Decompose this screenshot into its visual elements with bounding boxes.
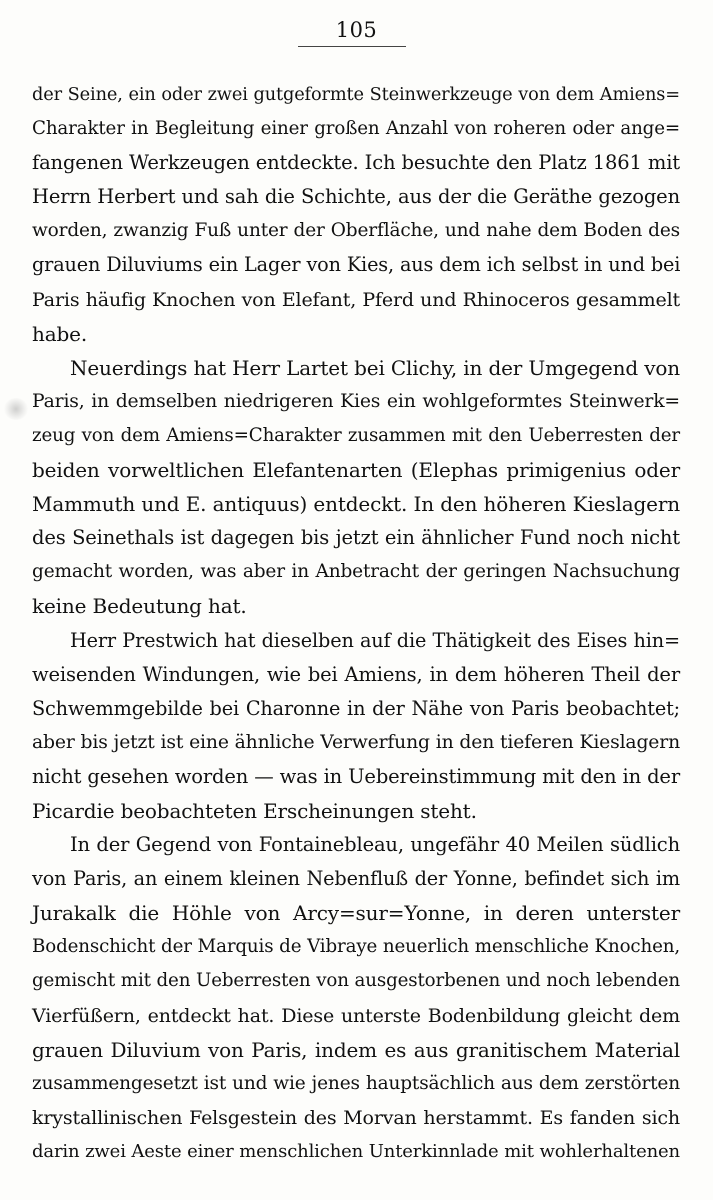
text-line: Paris häufig Knochen von Elefant, Pferd und Rhinoceros gesammelt — [32, 288, 680, 311]
text-line: fangenen Werkzeugen entdeckte. Ich besuchte den Platz 1861 mit — [32, 151, 680, 175]
text-line: nicht gesehen worden — was in Uebereinstimmung mit den in der — [32, 764, 680, 788]
header-rule — [298, 46, 406, 47]
text-line: In der Gegend von Fontainebleau, ungefähr 40 Meilen südlich — [70, 833, 680, 857]
text-line: Schwemmgebilde bei Charonne in der Nähe von Paris beobachtet; — [32, 696, 680, 720]
text-line: aber bis jetzt ist eine ähnliche Verwerfung in den tieferen Kieslagern — [32, 731, 680, 753]
text-line: Picardie beobachteten Erscheinungen steht. — [32, 798, 477, 823]
text-line: gemischt mit den Ueberresten von ausgestorbenen und noch lebenden — [32, 970, 680, 992]
text-line: worden, zwanzig Fuß unter der Oberfläche, und nahe dem Boden des — [32, 220, 680, 242]
paragraph-3 — [32, 624, 680, 829]
text-line: krystallinischen Felsgestein des Morvan herstammt. Es fanden sich — [32, 1106, 680, 1129]
text-line: Vierfüßern, entdeckt hat. Diese unterste Bodenbildung gleicht dem — [32, 1004, 680, 1027]
text-line: grauen Diluviums ein Lager von Kies, aus dem ich selbst in und bei — [32, 253, 681, 277]
ink-smudge — [4, 398, 28, 420]
text-line: zusammengesetzt ist und wie jenes hauptsächlich aus dem zerstörten — [32, 1072, 680, 1094]
text-line: weisenden Windungen, wie bei Amiens, in dem höheren Theil der — [32, 662, 680, 686]
text-line: des Seinethals ist dagegen bis jetzt ein ähnlicher Fund noch nicht — [32, 526, 680, 550]
text-line: von Paris, an einem kleinen Nebenfluß der Yonne, befindet sich im — [32, 867, 680, 891]
text-line: zeug von dem Amiens=Charakter zusammen mit den Ueberresten der — [32, 424, 680, 446]
text-line: Charakter in Begleitung einer großen Anzahl von roheren oder ange= — [32, 118, 680, 140]
text-line: habe. — [32, 321, 88, 346]
text-line: der Seine, ein oder zwei gutgeformte Steinwerkzeuge von dem Amiens= — [32, 85, 680, 105]
text-line: Bodenschicht der Marquis de Vibraye neuerlich menschliche Knochen, — [32, 936, 680, 958]
text-line: beiden vorweltlichen Elefantenarten (Elephas primigenius oder — [32, 458, 680, 483]
paragraph-1 — [32, 78, 680, 351]
text-line: Neuerdings hat Herr Lartet bei Clichy, in der Umgegend von — [70, 355, 680, 380]
text-line: Paris, in demselben niedrigeren Kies ein wohlgeformtes Steinwerk= — [32, 390, 680, 412]
paragraph-2 — [32, 351, 680, 624]
text-line: keine Bedeutung hat. — [32, 594, 247, 619]
page-number: 105 — [335, 18, 378, 42]
body-text — [32, 78, 680, 1169]
text-line: Herr Prestwich hat dieselben auf die Thätigkeit des Eises hin= — [70, 628, 680, 652]
text-line: Mammuth und E. antiquus) entdeckt. In den höheren Kieslagern — [32, 492, 680, 517]
text-line: gemacht worden, was aber in Anbetracht der geringen Nachsuchung — [32, 561, 680, 583]
text-line: darin zwei Aeste einer menschlichen Unterkinnlade mit wohlerhaltenen — [32, 1140, 680, 1162]
text-line: Jurakalk die Höhle von Arcy=sur=Yonne, in deren unterster — [32, 901, 680, 926]
paragraph-4 — [32, 828, 680, 1169]
text-line: grauen Diluvium von Paris, indem es aus granitischem Material — [32, 1037, 680, 1062]
text-line: Herrn Herbert und sah die Schichte, aus der die Geräthe gezogen — [32, 185, 680, 209]
